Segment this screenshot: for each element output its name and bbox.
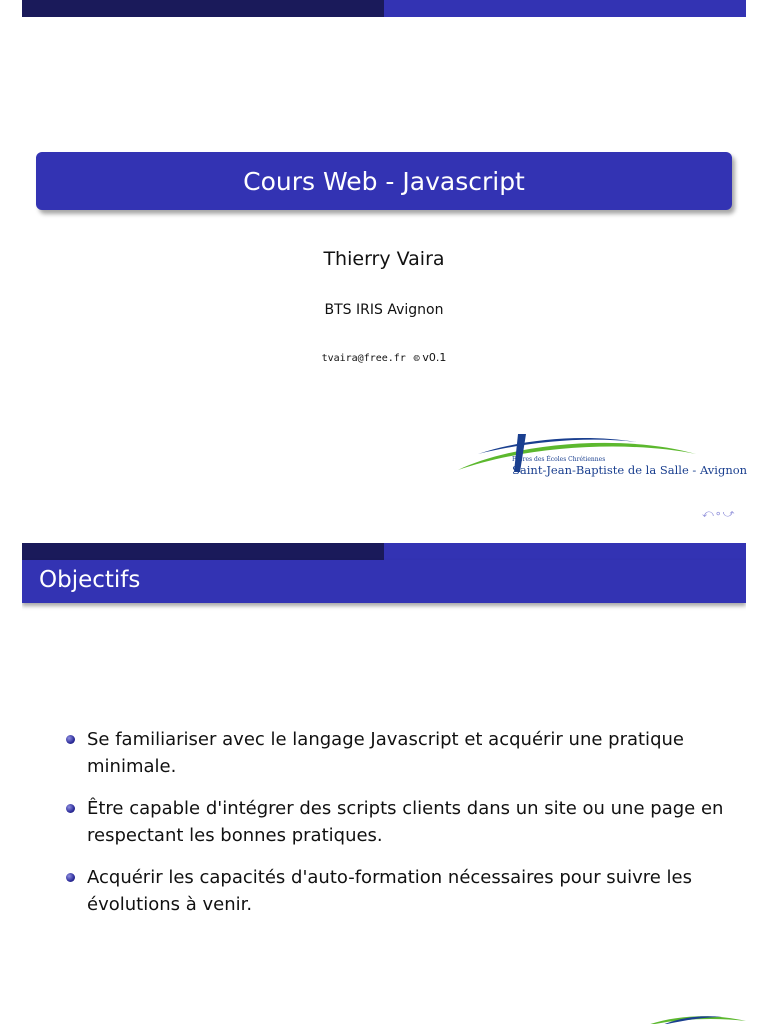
- logo-line-2: Saint-Jean-Baptiste de la Salle - Avignon: [512, 463, 748, 477]
- list-item: [66, 864, 736, 918]
- frame-header: [22, 560, 746, 603]
- version-label: v0.1: [422, 351, 447, 364]
- objectives-list: [66, 726, 736, 933]
- list-item: [66, 795, 736, 849]
- logo-peek-graphic: [622, 1013, 746, 1024]
- title-box: [36, 152, 732, 210]
- list-item: [66, 726, 736, 780]
- title-slide: [22, 0, 746, 525]
- top-bar-right: [384, 0, 746, 17]
- email-link[interactable]: tvaira@free.fr: [321, 353, 406, 364]
- list-item-text: Se familiariser avec le langage Javascript et acquérir une pratique minimale.: [87, 729, 684, 777]
- frame-title: Objectifs: [39, 567, 141, 593]
- institute-name: BTS IRIS Avignon: [324, 302, 444, 318]
- objectives-slide: [22, 543, 746, 1024]
- list-item-text: Être capable d'intégrer des scripts clients dans un site ou une page en respectant les bonnes pratiques.: [87, 798, 724, 846]
- logo-line-1: Frères des Écoles Chrétiennes: [512, 456, 606, 463]
- cc-icon: 🅭: [413, 354, 420, 364]
- contact-line: [22, 351, 746, 364]
- top-bar-left: [22, 0, 384, 17]
- top-bar: [22, 0, 746, 17]
- school-logo: [456, 428, 746, 484]
- presentation-title: Cours Web - Javascript: [243, 166, 525, 196]
- navigation-symbols[interactable]: ⤺∘⤻: [702, 507, 736, 520]
- bullet-icon: [66, 804, 75, 813]
- top-bar-right: [384, 543, 746, 560]
- bullet-icon: [66, 735, 75, 744]
- top-bar: [22, 543, 746, 560]
- author-name: Thierry Vaira: [323, 248, 445, 270]
- bullet-icon: [66, 873, 75, 882]
- list-item-text: Acquérir les capacités d'auto-formation nécessaires pour suivre les évolutions à venir.: [87, 867, 693, 915]
- top-bar-left: [22, 543, 384, 560]
